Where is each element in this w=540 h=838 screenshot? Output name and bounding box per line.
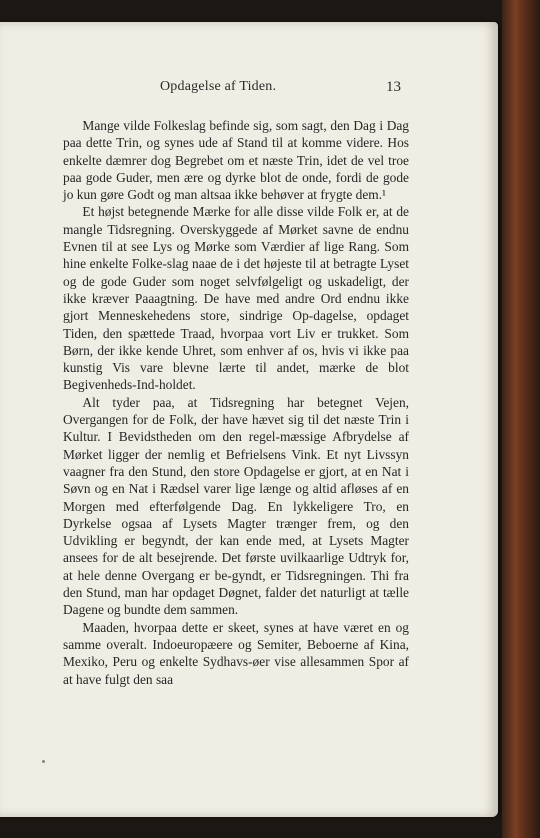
running-title: Opdagelse af Tiden. [160, 79, 277, 94]
body-text [63, 117, 409, 688]
page-header [0, 79, 498, 99]
paragraph-3: Alt tyder paa, at Tidsregning har betegnet Vejen, Overgangen for de Folk, der have hævet sig til det næste Trin i Kultur. I Bevidstheden om den regel-mæssige Afbrydelse af Mørket ligger der nemlig et Befrielsens Vink. Et nyt Livssyn vaagner fra den Stund, den store Opdagelse er gjort, at en Nat i Søvn og en Nat i Rædsel varer lige længe og altid afløses af en Morgen med efterfølgende Dag. En lykkeligere Tro, en Dyrkelse ogsaa af Lysets Magter trænger frem, og den Udvikling er begyndt, der kan ende med, at Lysets Magter ansees for de alt besejrende. Det første uvilkaarlige Udtryk for, at hele denne Overgang er be-gyndt, er Tidsregningen. Thi fra den Stund, man har opdaget Døgnet, falder det naturligt at tælle Dagene og bundte dem sammen. [63, 394, 409, 618]
paragraph-2: Et højst betegnende Mærke for alle disse vilde Folk er, at de mangle Tidsregning. Overskyggede af Mørket savne de endnu Evnen til at see Lys og Mørke som Værdier af lige Rang. Som hine enkelte Folke-slag naae de i det højeste til at betragte Lyset og de gode Guder som noget selvfølgeligt og uskadeligt, der ikke kræver Paaagtning. De have med andre Ord endnu ikke gjort Menneskehedens store, sindrige Op-dagelse, opdaget Tiden, den spættede Traad, hvorpaa vort Liv er trukket. Som Børn, der ikke kende Uhret, som enhver af os, hvis vi ikke paa kunstig Vis vare blevne lærte til andet, mærke de blot Begivenheds-Ind-holdet. [63, 204, 409, 393]
paragraph-1: Mange vilde Folkeslag befinde sig, som sagt, den Dag i Dag paa dette Trin, og synes ude af Stand til at komme videre. Hos enkelte dæmrer dog Begrebet om et næste Trin, idet de vel troe paa gode Guder, men ære og dyrke blot de onde, fordi de gode jo kun gøre Godt og man altsaa ikke behøver at frygte dem.¹ [63, 118, 409, 203]
page-number: 13 [386, 79, 401, 95]
ink-speck [42, 760, 45, 763]
book-spine-edge [502, 0, 540, 838]
paragraph-4: Maaden, hvorpaa dette er skeet, synes at have været en og samme overalt. Indoeuropæere og Semiter, Beboerne af Kina, Mexiko, Peru og enkelte Sydhavs-øer vise allesammen Spor af at have fulgt den saa [63, 619, 409, 687]
book-page [0, 22, 498, 817]
